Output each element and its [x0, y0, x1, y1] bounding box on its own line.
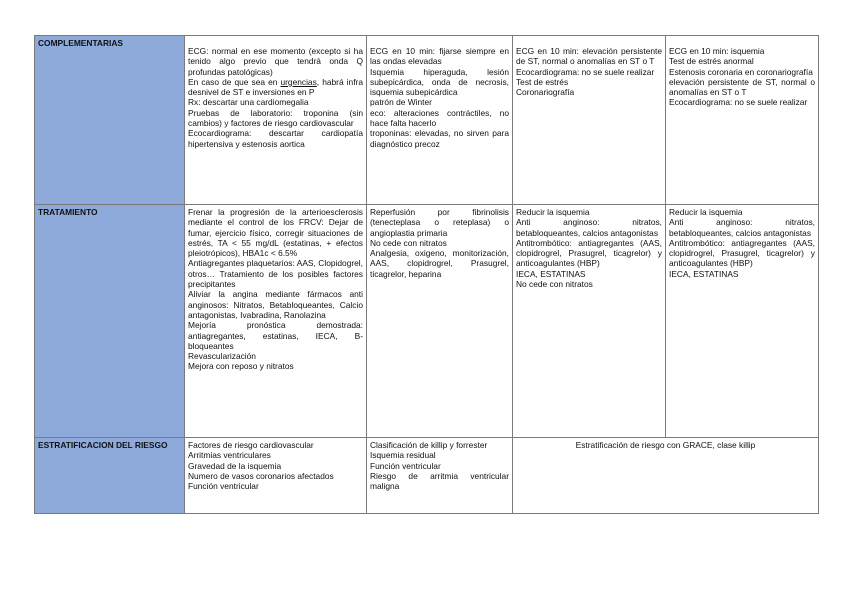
- cell-tratamiento-col4: [666, 205, 819, 438]
- row-header-estratificacion: ESTRATIFICACION DEL RIESGO: [35, 438, 185, 514]
- cell-estratificacion-col1: [185, 438, 367, 514]
- cell-tratamiento-col2: [367, 205, 513, 438]
- cell-line: Mejoría pronóstica demostrada: antiagregantes, estatinas, IECA, B-bloqueantes: [188, 320, 366, 351]
- cell-complementarias-col4: [666, 36, 819, 205]
- cell-line: Pruebas de laboratorio: troponina (sin cambios) y factores de riesgo cardiovascular: [188, 107, 366, 129]
- cell-line: ECG en 10 min: elevación persistente de ST, normal o anomalías en ST o T: [516, 46, 665, 67]
- cell-line: Clasificación de killip y forrester: [370, 440, 488, 450]
- cell-line: Ecocardiograma: no se suele realizar: [516, 66, 655, 77]
- cell-complementarias-col2: [367, 36, 513, 205]
- cell-line: Ecocardiograma: descartar cardiopatía hipertensiva y estenosis aortica: [188, 128, 366, 149]
- cell-complementarias-col3: [513, 36, 666, 205]
- cell-line: Factores de riesgo cardiovascular: [188, 440, 314, 450]
- row-estratificacion: [35, 438, 819, 514]
- cell-line: eco: alteraciones contráctiles, no hace falta hacerlo: [370, 107, 512, 129]
- cell-line: Revascularización: [188, 351, 256, 362]
- cell-line: elevación persistente de ST, normal o anomalías en ST o T: [669, 76, 818, 98]
- cell-line: ECG en 10 min: isquemia: [669, 46, 765, 56]
- row-tratamiento: [35, 205, 819, 438]
- cell-estratificacion-merged: Estratificación de riesgo con GRACE, clase killip: [513, 438, 819, 514]
- clinical-comparison-table: [34, 35, 819, 514]
- row-complementarias: [35, 36, 819, 205]
- cell-line: Arritmias ventriculares: [188, 450, 271, 461]
- cell-line: patrón de Winter: [370, 97, 432, 108]
- cell-line: En caso de que sea en urgencias, habrá infra desnivel de ST e inversiones en P: [188, 76, 366, 98]
- cell-line: Función ventricular: [370, 460, 441, 471]
- cell-line: Reducir la isquemia: [669, 207, 743, 217]
- row-header-tratamiento: TRATAMIENTO: [35, 205, 185, 438]
- cell-line: Anti anginoso: nitratos, betabloqueantes, calcios antagonistas: [669, 217, 818, 238]
- cell-line: Anti anginoso: nitratos, betabloqueantes, calcios antagonistas: [516, 217, 665, 238]
- cell-line: Antiagregantes plaquetarios: AAS, Clopidogrel, otros… Tratamiento de los posibles factores precipitantes: [188, 258, 366, 290]
- cell-line: Isquemia residual: [370, 450, 436, 461]
- cell-line: Reducir la isquemia: [516, 207, 590, 217]
- cell-complementarias-col1: [185, 36, 367, 205]
- cell-estratificacion-col2: [367, 438, 513, 514]
- cell-line: Función ventricular: [188, 481, 259, 492]
- cell-line: Rx: descartar una cardiomegalia: [188, 97, 309, 108]
- cell-line: No cede con nitratos: [516, 279, 593, 290]
- cell-tratamiento-col3: [513, 205, 666, 438]
- cell-tratamiento-col1: [185, 205, 367, 438]
- cell-line: Reperfusión por fibrinolisis (tenecteplasa o reteplasa) o angioplastia primaria: [370, 207, 512, 238]
- cell-line: Isquemia hiperaguda, lesión subepicárdica, onda de necrosis, isquemia subepicárdica: [370, 66, 512, 98]
- cell-line: Numero de vasos coronarios afectados: [188, 470, 334, 481]
- cell-line: Test de estrés anormal: [669, 56, 754, 67]
- cell-line: IECA, ESTATINAS: [669, 268, 739, 279]
- cell-line: Analgesia, oxigeno, monitorización, AAS, clopidrogrel, Prasugrel, ticagrelor, heparina: [370, 248, 512, 279]
- cell-line: ECG: normal en ese momento (excepto si ha tenido algo previo que tendrá onda Q profundas patológicas): [188, 46, 366, 77]
- cell-line: troponinas: elevadas, no sirven para diagnóstico precoz: [370, 128, 512, 149]
- cell-line: Mejora con reposo y nitratos: [188, 361, 294, 372]
- cell-line: Antitrombótico: antiagregantes (AAS, clopidrogrel, Prasugrel, ticagrelor) y anticoagulantes (HBP): [669, 237, 818, 269]
- cell-line: Test de estrés: [516, 76, 569, 87]
- underlined-word: urgencias: [280, 76, 317, 87]
- cell-line: Coronariografía: [516, 87, 575, 98]
- cell-line: ECG en 10 min: fijarse siempre en las ondas elevadas: [370, 46, 512, 67]
- cell-line: Gravedad de la isquemia: [188, 460, 282, 471]
- cell-line: Riesgo de arritmia ventricular maligna: [370, 470, 512, 492]
- cell-line: No cede con nitratos: [370, 237, 447, 248]
- cell-line: Antitrombótico: antiagregantes (AAS, clopidrogrel, Prasugrel, ticagrelor) y anticoagulantes (HBP): [516, 237, 665, 269]
- row-header-complementarias: COMPLEMENTARIAS: [35, 36, 185, 205]
- cell-line: Estenosis coronaria en coronariografía: [669, 66, 813, 77]
- cell-line: Ecocardiograma: no se suele realizar: [669, 97, 808, 108]
- cell-line: Frenar la progresión de la arterioesclerosis mediante el control de los FRCV: Dejar de fumar, ejercicio físico, corregir situaciones de estrés, TA < 55 mg/dL (estatinas, + efectos pleiotrópicos), HBA1c < 6.5%: [188, 207, 366, 259]
- cell-line: IECA, ESTATINAS: [516, 268, 586, 279]
- cell-line: Aliviar la angina mediante fármacos anti anginosos: Nitratos, Betabloqueantes, Calcio antagonistas, Ivabradina, Ranolazina: [188, 289, 366, 320]
